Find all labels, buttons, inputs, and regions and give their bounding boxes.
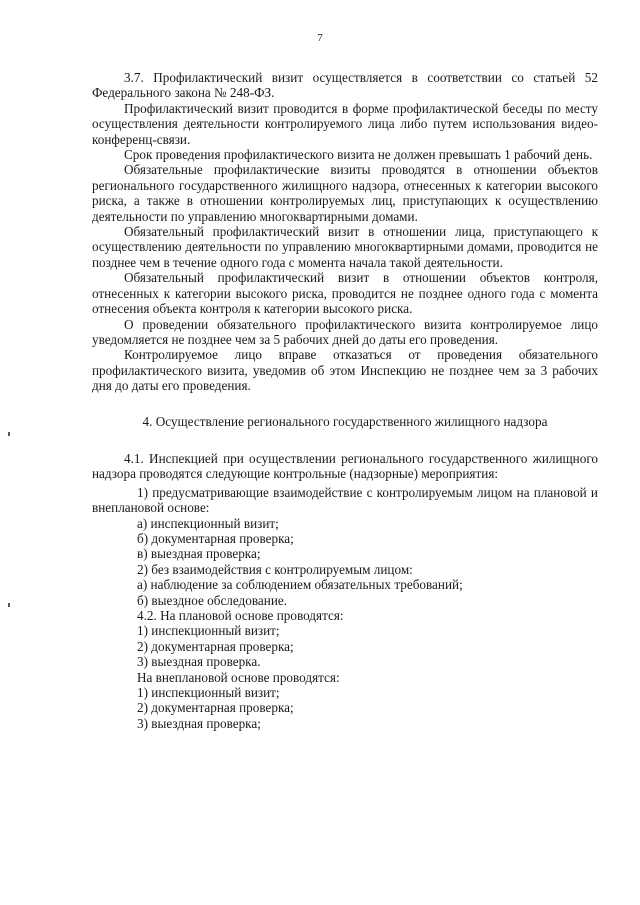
paragraph: О проведении обязательного профилактического визита контролируемое лицо уведомляется не позднее чем за 5 рабочих дней до даты его проведения.	[92, 316, 598, 347]
list-item: 1) инспекционный визит;	[137, 685, 280, 701]
paragraph: Обязательные профилактические визиты проводятся в отношении объектов регионального государственного жилищного надзора, отнесенных к категории высокого риска, а также в отношении контролируемых лиц, приступающих к осуществлению деятельности по управлению многоквартирными домами.	[92, 162, 598, 224]
list-item: в) выездная проверка;	[137, 546, 261, 562]
section-4	[92, 451, 598, 731]
paragraph: Обязательный профилактический визит в отношении объектов контроля, отнесенных к категории высокого риска, проводится не позднее одного года с момента отнесения объекта контроля к категории высокого риска.	[92, 270, 598, 317]
list-item: 1) предусматривающие взаимодействие с контролируемым лицом на плановой и внеплановой основе:	[92, 484, 598, 516]
list-item: б) документарная проверка;	[137, 530, 294, 546]
paragraph: Обязательный профилактический визит в отношении лица, приступающего к осуществлению деятельности по управлению многоквартирными домами, проводится не позднее чем в течение одного года с момента начала такой деятельности.	[92, 224, 598, 270]
paragraph: Профилактический визит проводится в форме профилактической беседы по месту осуществления деятельности контролируемого лица либо путем использования видео-конференц-связи.	[92, 100, 598, 147]
list-item: 1) инспекционный визит;	[137, 623, 280, 639]
scan-margin-mark	[8, 432, 10, 436]
list-item: 2) без взаимодействия с контролируемым лицом:	[137, 561, 413, 577]
list-item: б) выездное обследование.	[137, 592, 288, 608]
list-item: 2) документарная проверка;	[137, 638, 294, 654]
section-heading: 4. Осуществление регионального государственного жилищного надзора	[142, 413, 548, 429]
page-number: 7	[317, 32, 323, 44]
section-3-7	[92, 70, 598, 394]
paragraph: Срок проведения профилактического визита не должен превышать 1 рабочий день.	[124, 147, 593, 163]
scan-margin-mark	[8, 603, 10, 607]
document-body	[92, 70, 598, 731]
list-item: 3) выездная проверка;	[137, 715, 261, 731]
paragraph: 4.1. Инспекцией при осуществлении регионального государственного жилищного надзора проводятся следующие контрольные (надзорные) мероприятия:	[92, 450, 598, 482]
list-item: 2) документарная проверка;	[137, 700, 294, 716]
list-item: 3) выездная проверка.	[137, 654, 261, 670]
subsection-heading: На внеплановой основе проводятся:	[137, 669, 340, 685]
paragraph: Контролируемое лицо вправе отказаться от проведения обязательного профилактического визита, уведомив об этом Инспекцию не позднее чем за 3 рабочих дня до даты его проведения.	[92, 347, 598, 394]
list-item: а) наблюдение за соблюдением обязательных требований;	[137, 577, 463, 593]
subsection-heading: 4.2. На плановой основе проводятся:	[137, 608, 344, 623]
list-item: а) инспекционный визит;	[137, 515, 279, 531]
paragraph: 3.7. Профилактический визит осуществляется в соответствии со статьей 52 Федерального закона № 248-ФЗ.	[92, 70, 598, 101]
